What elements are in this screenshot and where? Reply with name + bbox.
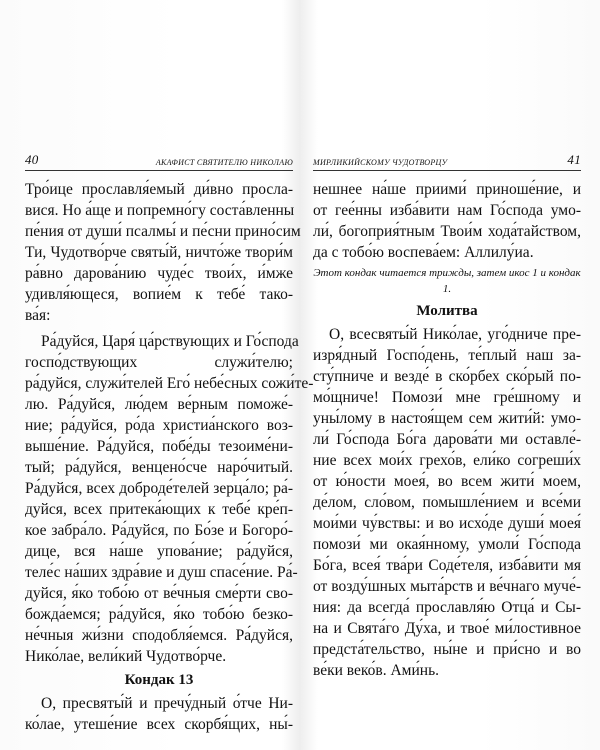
text-line: выше́ние. Ра́дуйся, побе́ды тезоиме́ни- xyxy=(25,438,293,455)
right-page xyxy=(313,150,581,710)
left-paragraph-1 xyxy=(25,179,301,326)
text-line: пе́ния от души́ псалмы́ и пе́сни прино́сим xyxy=(25,223,301,240)
rubric-note: Этот кондак читается трижды, затем икос 1 и кондак 1. xyxy=(313,267,581,295)
text-line: ли́, богоприя́тным Твои́м хода́тайством, xyxy=(313,223,581,240)
text-line: Ра́дуйся, всех доброде́телей зерца́ло; ра́- xyxy=(25,480,293,497)
text-line: мо́щниче! Помози́ мне гре́шному и xyxy=(313,389,581,406)
text-line: О, всесвяты́й Нико́лае, уго́дниче пре- xyxy=(329,326,581,343)
text-line: ва́я: xyxy=(25,307,51,324)
text-line: ния: да всегда́ прославля́ю Отца́ и Сы- xyxy=(313,599,581,616)
text-line: изря́дный Госпо́день, те́плый наш за- xyxy=(313,347,581,364)
right-paragraph-1 xyxy=(313,179,581,263)
text-line: ние; ра́дуйся, ро́да христиа́нского воз- xyxy=(25,417,293,434)
right-body-text xyxy=(313,179,581,681)
text-line: ра́вно дарова́нию чуде́с твои́х, и́мже xyxy=(25,265,293,282)
text-line: госпо́дствующих служи́телю; xyxy=(25,354,293,371)
text-line: дице, вся на́ше упова́ние; ра́дуйся, xyxy=(25,543,293,560)
text-line: теле́с на́ших здра́вие и душ спасе́ние. Ра́- xyxy=(25,564,298,581)
left-paragraph-2 xyxy=(25,331,314,667)
text-line: Ра́дуйся, Царя́ ца́рствующих и Го́спода xyxy=(41,333,299,350)
text-line: дуйся, всех притека́ющих к тебе́ кре́п- xyxy=(25,501,293,518)
text-line: Тро́ице прославля́емый ди́вно просла- xyxy=(25,181,293,198)
left-page-number: 40 xyxy=(25,152,39,167)
kondak-13-heading: Кондак 13 xyxy=(124,672,194,688)
text-line: не́чныя жи́зни сподобля́емся. Ра́дуйся, xyxy=(25,627,293,644)
text-line: вися. Но а́ще и попремно́гу соста́вленны xyxy=(25,202,295,219)
text-line: лю. Ра́дуйся, лю́дем ве́рным поможе́- xyxy=(25,396,293,413)
left-running-head xyxy=(25,150,293,171)
text-line: помози́ ми окая́нному, умоли́ Го́спода xyxy=(313,536,581,553)
text-line: де́лом, сло́вом, помышле́нием и все́ми xyxy=(313,494,581,511)
text-line: удивля́ющеся, вопие́м к тебе́ тако- xyxy=(25,286,293,303)
right-page-number: 41 xyxy=(567,152,581,167)
text-line: от гее́нны изба́вити нам Го́спода умо- xyxy=(313,202,581,219)
text-line: мои́ми чу́вствы: и во исхо́де души́ моея́ xyxy=(313,515,581,532)
text-line: Ти, Чудотво́рче святы́й, ничто́же твори́м xyxy=(25,244,293,261)
text-line: тый; ра́дуйся, венцено́сче наро́читый. xyxy=(25,459,293,476)
text-line: Нико́лае, вели́кий Чудотво́рче. xyxy=(25,648,227,665)
left-running-title: АКАФИСТ СВЯТИТЕЛЮ НИКОЛАЮ xyxy=(155,158,293,167)
right-running-title: МИРЛИКИЙСКОМУ ЧУДОТВОРЦУ xyxy=(313,158,448,167)
text-line: нешнее на́ше приими́ приноше́ние, и xyxy=(313,181,581,198)
text-line: ко́лае, утеше́ние всех скорбя́щих, ны́- xyxy=(25,716,293,733)
text-line: божда́емся; ра́дуйся, я́ко тобо́ю безко- xyxy=(25,606,293,623)
text-line: от ю́ности моея́, во всем жити́ моем, xyxy=(313,473,581,490)
text-line: от возду́шных мыта́рств и ве́чнаго муче́- xyxy=(313,578,581,595)
text-line: уны́лому в настоя́щем сем жити́й: умо- xyxy=(313,410,581,427)
text-line: ве́ки веко́в. Ами́нь. xyxy=(313,662,440,679)
text-line: О, пресвяты́й и пречу́дный о́тче Ни- xyxy=(41,695,293,712)
right-paragraph-2 xyxy=(313,324,581,681)
text-line: сту́пниче и везде́ в ско́рбех ско́рый по- xyxy=(313,368,581,385)
text-line: предста́тельство, ны́не и при́сно и во xyxy=(313,641,581,658)
text-line: кое забра́ло. Ра́дуйся, по Бо́зе и Богоро́- xyxy=(25,522,293,539)
text-line: Бо́га, всея́ тва́ри Соде́теля, изба́вити мя xyxy=(313,557,581,574)
prayer-heading: Молитва xyxy=(416,303,478,319)
text-line: ра́дуйся, служи́телей Его́ небе́сных сожи́те- xyxy=(25,375,314,392)
text-line: дуйся, я́ко тобо́ю от ве́чныя сме́рти сво- xyxy=(25,585,293,602)
left-body-text xyxy=(25,179,314,735)
text-line: да с тобо́ю воспева́ем: Аллилу́иа. xyxy=(313,244,534,261)
text-line: ли́ Го́спода Бо́га дарова́ти ми оставле́- xyxy=(313,431,581,448)
left-page xyxy=(25,150,314,733)
text-line: ние всех мои́х грехо́в, ели́ко согреши́х xyxy=(313,452,581,469)
text-line: на и Свята́го Ду́ха, и твое́ ми́лостивное xyxy=(313,620,581,637)
right-running-head xyxy=(313,150,581,171)
left-paragraph-3 xyxy=(25,693,293,735)
